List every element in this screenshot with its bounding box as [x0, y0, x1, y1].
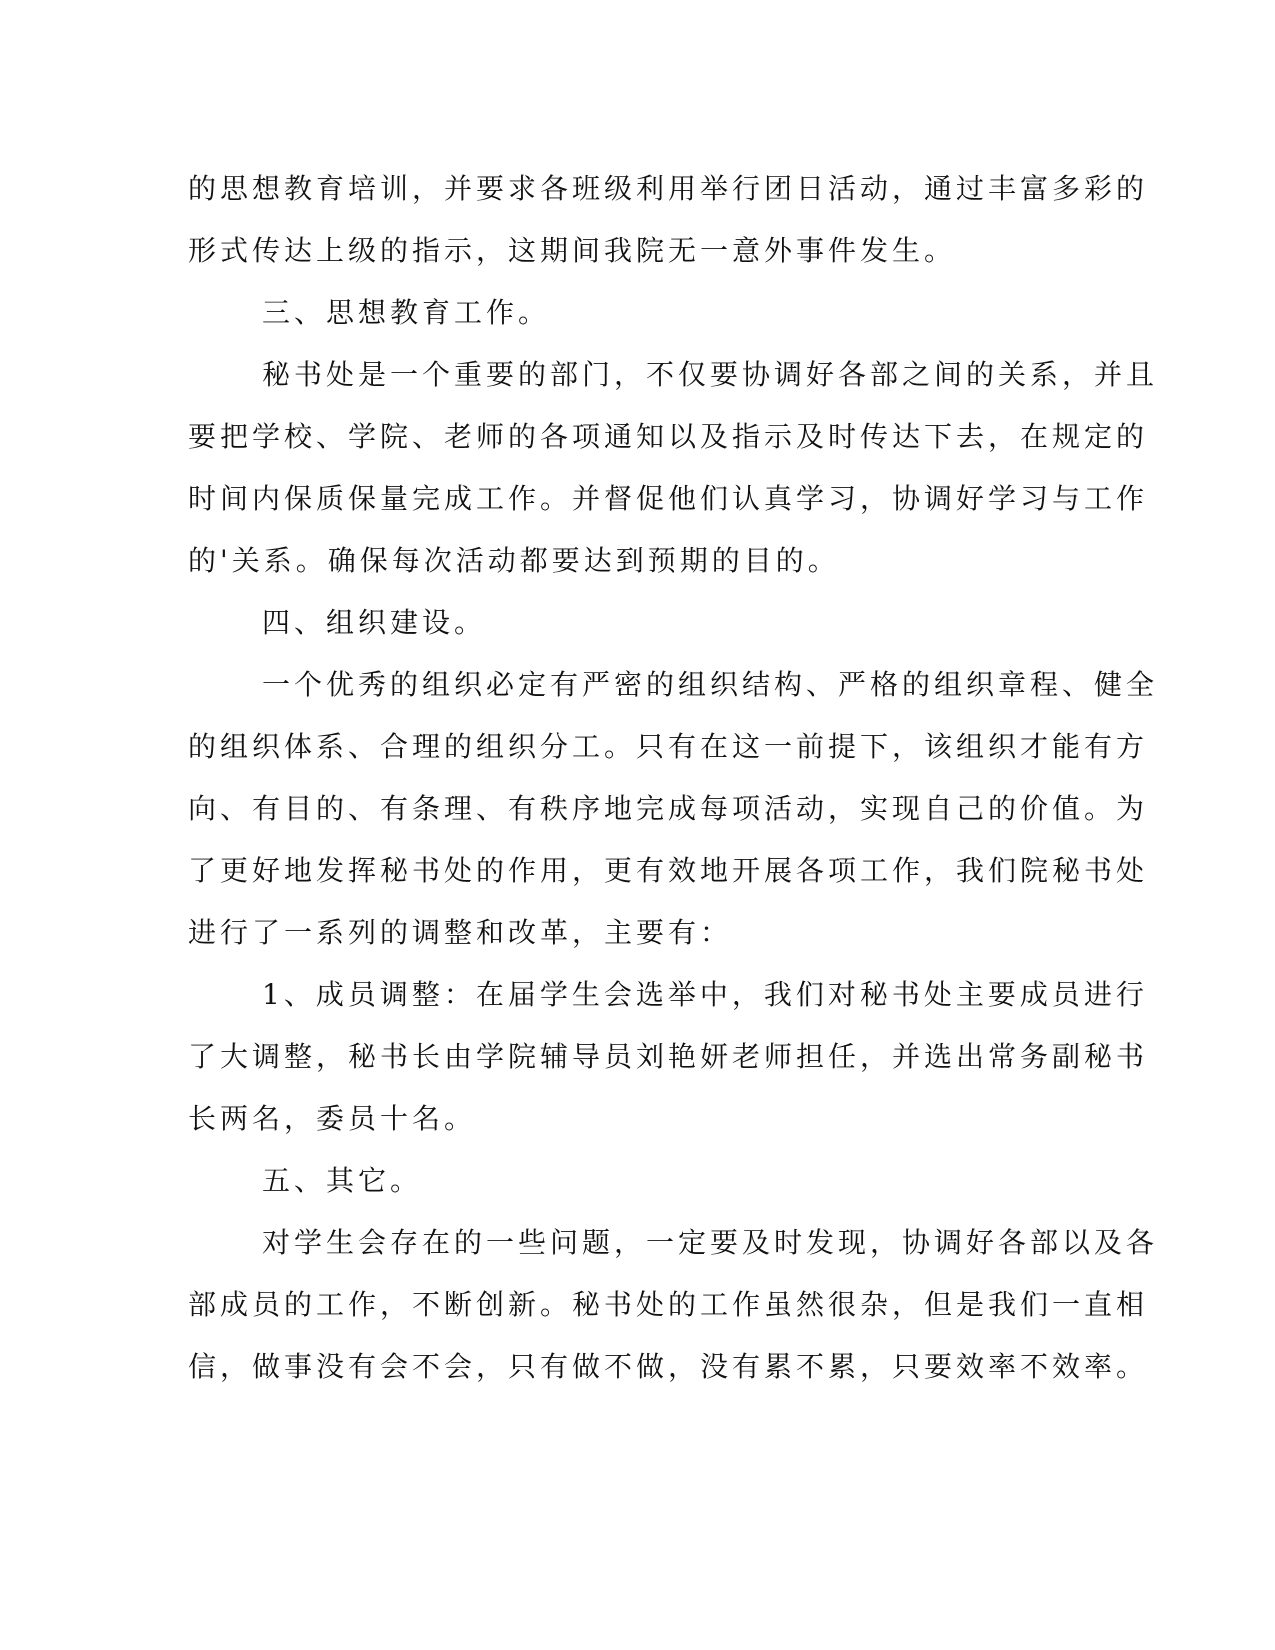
text-line: 向、有目的、有条理、有秩序地完成每项活动，实现自己的价值。为: [188, 792, 1149, 825]
text-line: 形式传达上级的指示，这期间我院无一意外事件发生。: [188, 234, 957, 267]
paragraph-first-line: 对学生会存在的一些问题，一定要及时发现，协调好各部以及各: [262, 1226, 1159, 1259]
text-line: 信，做事没有会不会，只有做不做，没有累不累，只要效率不效率。: [188, 1350, 1149, 1383]
text-line: 的'关系。确保每次活动都要达到预期的目的。: [188, 544, 840, 577]
text-line: 了大调整，秘书长由学院辅导员刘艳妍老师担任，并选出常务副秘书: [188, 1040, 1149, 1073]
section-heading: 四、组织建设。: [262, 606, 487, 639]
text-line: 的思想教育培训，并要求各班级利用举行团日活动，通过丰富多彩的: [188, 172, 1149, 205]
paragraph-first-line: 1、成员调整：在届学生会选举中，我们对秘书处主要成员进行: [262, 978, 1148, 1011]
section-heading: 三、思想教育工作。: [262, 296, 551, 329]
text-line: 长两名，委员十名。: [188, 1102, 477, 1135]
text-line: 时间内保质保量完成工作。并督促他们认真学习，协调好学习与工作: [188, 482, 1149, 515]
text-line: 进行了一系列的调整和改革，主要有：: [188, 916, 733, 949]
text-line: 的组织体系、合理的组织分工。只有在这一前提下，该组织才能有方: [188, 730, 1149, 763]
paragraph-first-line: 秘书处是一个重要的部门，不仅要协调好各部之间的关系，并且: [262, 358, 1159, 391]
document-body: [188, 158, 1159, 1398]
paragraph-first-line: 一个优秀的组织必定有严密的组织结构、严格的组织章程、健全: [262, 668, 1159, 701]
text-line: 要把学校、学院、老师的各项通知以及指示及时传达下去，在规定的: [188, 420, 1149, 453]
section-heading: 五、其它。: [262, 1164, 423, 1197]
text-line: 部成员的工作，不断创新。秘书处的工作虽然很杂，但是我们一直相: [188, 1288, 1149, 1321]
text-line: 了更好地发挥秘书处的作用，更有效地开展各项工作，我们院秘书处: [188, 854, 1149, 887]
